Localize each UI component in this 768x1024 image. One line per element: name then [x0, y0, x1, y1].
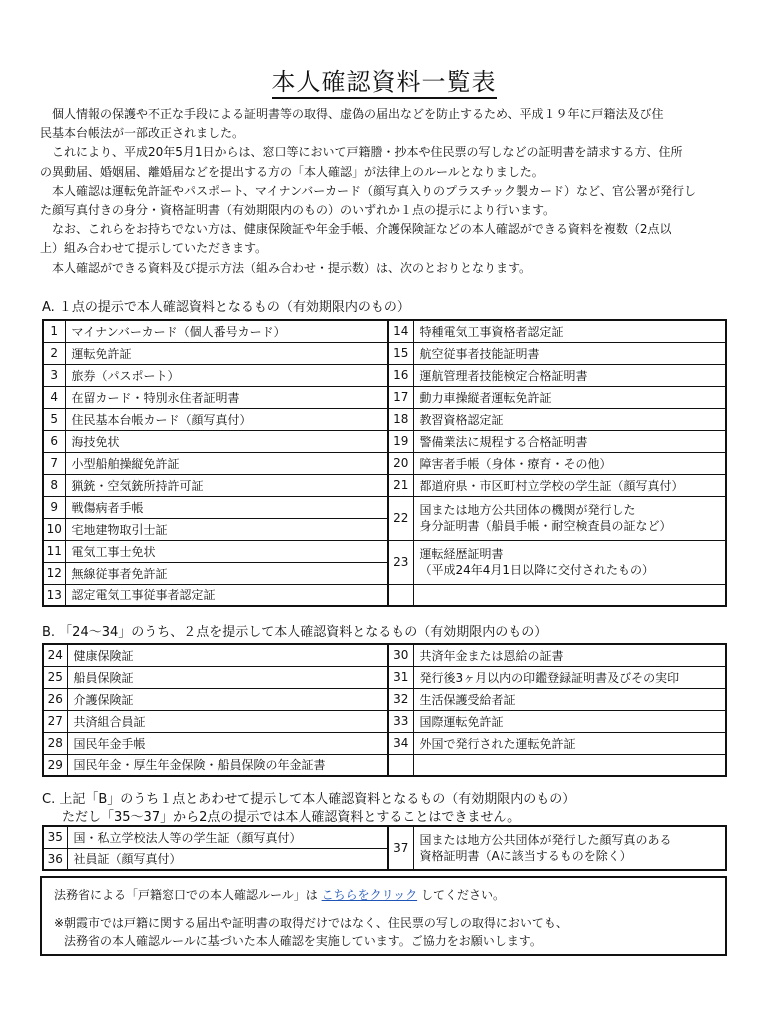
item-number: 25: [43, 666, 67, 688]
note-text: 法務省による「戸籍窓口での本人確認ルール」は: [54, 888, 318, 902]
intro-line: なお、これらをお持ちでない方は、健康保険証や年金手帳、介護保険証などの本人確認ができる資料を複数（2点以: [40, 222, 672, 237]
click-here-link[interactable]: こちらをクリック: [321, 888, 418, 902]
intro-line: 本人確認は運転免許証やパスポート、マイナンバーカード（顔写真入りのプラスチック製カード）など、官公署が発行し: [40, 183, 697, 198]
item-number: 17: [388, 386, 413, 408]
item-number: 14: [388, 320, 413, 342]
item-label: 住民基本台帳カード（顔写真付）: [65, 408, 388, 430]
item-label: マイナンバーカード（個人番号カード）: [65, 320, 388, 342]
intro-line: これにより、平成20年5月1日からは、窓口等において戸籍謄・抄本や住民票の写しなどの証明書を請求する方、住所: [40, 145, 683, 160]
item-label: 小型船舶操縦免許証: [65, 452, 388, 474]
item-number: 27: [43, 710, 67, 732]
section-a-heading: A. １点の提示で本人確認資料となるもの（有効期限内のもの）: [42, 300, 410, 315]
empty-cell: [388, 584, 413, 606]
table-row: [43, 386, 726, 408]
item-label: 運航管理者技能検定合格証明書: [413, 364, 726, 386]
item-label: 動力車操縦者運転免許証: [413, 386, 726, 408]
item-number: 20: [388, 452, 413, 474]
item-label-line: 資格証明書（Aに該当するものを除く）: [419, 849, 632, 863]
item-label: 教習資格認定証: [413, 408, 726, 430]
note-line-3: 法務省の本人確認ルールに基づいた本人確認を実施しています。ご協力をお願いします。: [64, 934, 542, 948]
item-label: 都道府県・市区町村立学校の学生証（顔写真付）: [413, 474, 726, 496]
item-number: 36: [43, 848, 67, 870]
item-number: 13: [43, 584, 65, 606]
intro-text: [40, 105, 730, 278]
item-number: 3: [43, 364, 65, 386]
table-row: [43, 430, 726, 452]
item-label: 在留カード・特別永住者証明書: [65, 386, 388, 408]
table-row: [43, 364, 726, 386]
table-row: [43, 408, 726, 430]
item-label: 運転免許証: [65, 342, 388, 364]
item-label: 電気工事士免状: [65, 540, 388, 562]
item-number: 33: [388, 710, 413, 732]
empty-cell: [413, 584, 726, 606]
item-number: 32: [388, 688, 413, 710]
item-label: 発行後3ヶ月以内の印鑑登録証明書及びその実印: [413, 666, 726, 688]
section-b-table: [42, 643, 727, 777]
item-label: 戦傷病者手帳: [65, 496, 388, 518]
table-row: [43, 826, 726, 848]
table-row: [43, 732, 726, 754]
item-number: 31: [388, 666, 413, 688]
item-label-line: 身分証明書（船員手帳・耐空検査員の証など）: [419, 519, 672, 533]
intro-line: の異動届、婚姻届、離婚届などを提出する方の「本人確認」が法律上のルールとなりました。: [40, 164, 544, 179]
item-number: 4: [43, 386, 65, 408]
item-label: 国民年金・厚生年金保険・船員保険の年金証書: [67, 754, 388, 776]
table-row: [43, 320, 726, 342]
table-row: [43, 342, 726, 364]
intro-line: 民基本台帳法が一部改正されました。: [40, 126, 245, 141]
item-label: 共済年金または恩給の証書: [413, 644, 726, 666]
item-label-line: 運転経歴証明書: [419, 547, 504, 561]
table-row: [43, 688, 726, 710]
item-number: 26: [43, 688, 67, 710]
empty-cell: [413, 754, 726, 776]
item-number: 21: [388, 474, 413, 496]
note-line-2: ※朝霞市では戸籍に関する届出や証明書の取得だけではなく、住民票の写しの取得においても、: [54, 916, 568, 930]
item-number: 12: [43, 562, 65, 584]
item-number: 34: [388, 732, 413, 754]
note-text: してください。: [420, 888, 505, 902]
item-label: 猟銃・空気銃所持許可証: [65, 474, 388, 496]
item-label: 国際運転免許証: [413, 710, 726, 732]
item-number: 1: [43, 320, 65, 342]
item-number: 22: [388, 496, 413, 540]
table-row: [43, 452, 726, 474]
item-label: 船員保険証: [67, 666, 388, 688]
section-c-subheading: ただし「35～37」から2点の提示では本人確認資料とすることはできません。: [62, 810, 521, 825]
item-label-multiline: [413, 540, 726, 584]
item-label: 旅券（パスポート）: [65, 364, 388, 386]
item-label: 健康保険証: [67, 644, 388, 666]
item-label: 社員証（顔写真付）: [67, 848, 388, 870]
table-row: [43, 710, 726, 732]
item-label: 航空従事者技能証明書: [413, 342, 726, 364]
intro-line: 個人情報の保護や不正な手段による証明書等の取得、虚偽の届出などを防止するため、平成１９年に戸籍法及び住: [40, 107, 664, 121]
item-label: 外国で発行された運転免許証: [413, 732, 726, 754]
table-row: [43, 754, 726, 776]
item-number: 16: [388, 364, 413, 386]
table-row: [43, 584, 726, 606]
table-row: [43, 496, 726, 518]
item-label: 認定電気工事従事者認定証: [65, 584, 388, 606]
note-line-1: [54, 886, 715, 904]
item-label: 海技免状: [65, 430, 388, 452]
section-a-table: [42, 319, 727, 607]
item-label: 特種電気工事資格者認定証: [413, 320, 726, 342]
item-number: 24: [43, 644, 67, 666]
table-row: [43, 644, 726, 666]
page-title: 本人確認資料一覧表: [0, 62, 768, 97]
item-number: 9: [43, 496, 65, 518]
item-label: 国・私立学校法人等の学生証（顔写真付）: [67, 826, 388, 848]
table-row: [43, 540, 726, 562]
item-number: 37: [388, 826, 413, 870]
empty-cell: [388, 754, 413, 776]
item-label: 介護保険証: [67, 688, 388, 710]
item-label: 生活保護受給者証: [413, 688, 726, 710]
item-number: 35: [43, 826, 67, 848]
item-label: 障害者手帳（身体・療育・その他）: [413, 452, 726, 474]
item-number: 6: [43, 430, 65, 452]
table-row: [43, 474, 726, 496]
item-label: 共済組合員証: [67, 710, 388, 732]
item-label-line: （平成24年4月1日以降に交付されたもの）: [419, 563, 655, 577]
item-number: 5: [43, 408, 65, 430]
table-row: [43, 666, 726, 688]
intro-line: た顔写真付きの身分・資格証明書（有効期限内のもの）のいずれか１点の提示により行います。: [40, 203, 556, 218]
item-number: 11: [43, 540, 65, 562]
item-label: 無線従事者免許証: [65, 562, 388, 584]
item-number: 23: [388, 540, 413, 584]
item-label-line: 国または地方公共団体が発行した顔写真のある: [419, 833, 672, 847]
item-number: 2: [43, 342, 65, 364]
item-number: 28: [43, 732, 67, 754]
item-label: 国民年金手帳: [67, 732, 388, 754]
item-label: 宅地建物取引士証: [65, 518, 388, 540]
item-number: 30: [388, 644, 413, 666]
intro-line: 本人確認ができる資料及び提示方法（組み合わせ・提示数）は、次のとおりとなります。: [40, 260, 532, 275]
item-label: 警備業法に規程する合格証明書: [413, 430, 726, 452]
note-box: [40, 876, 727, 956]
item-number: 8: [43, 474, 65, 496]
item-label-multiline: [413, 826, 726, 870]
section-c-heading: C. 上記「B」のうち１点とあわせて提示して本人確認資料となるもの（有効期限内のもの）: [42, 792, 576, 807]
section-b-heading: B. 「24～34」のうち、２点を提示して本人確認資料となるもの（有効期限内のもの）: [42, 625, 548, 640]
item-number: 18: [388, 408, 413, 430]
item-number: 7: [43, 452, 65, 474]
section-c-table: [42, 825, 727, 871]
item-label-multiline: [413, 496, 726, 540]
item-number: 19: [388, 430, 413, 452]
item-number: 29: [43, 754, 67, 776]
intro-line: 上）組み合わせて提示していただきます。: [40, 241, 268, 256]
item-number: 15: [388, 342, 413, 364]
item-label-line: 国または地方公共団体の機関が発行した: [419, 503, 636, 517]
item-number: 10: [43, 518, 65, 540]
